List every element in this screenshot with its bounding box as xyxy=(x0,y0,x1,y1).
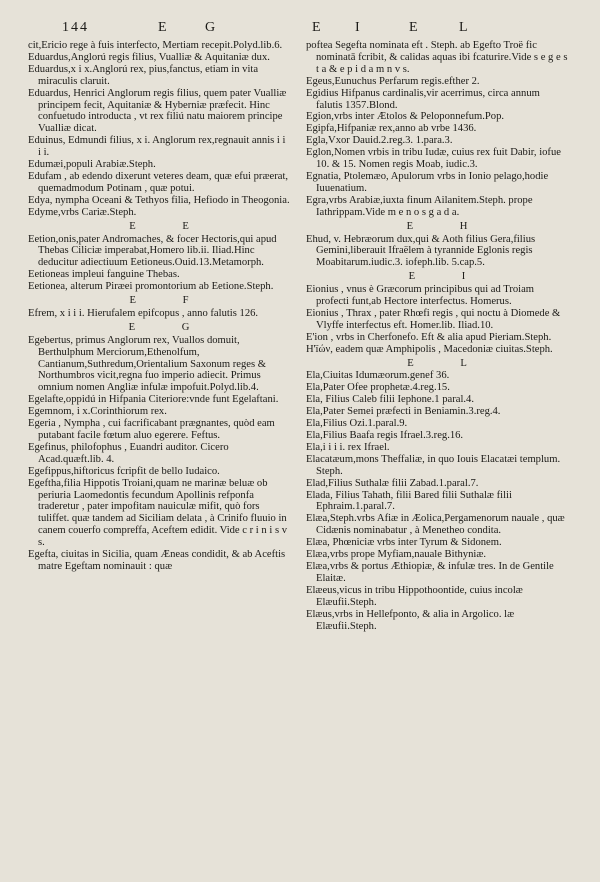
dictionary-entry: Eduinus, Edmundi filius, x i. Anglorum rex,regnauit annis i i i i. xyxy=(28,135,286,159)
dictionary-entry: Egipfa,Hifpaniæ rex,anno ab vrbe 1436. xyxy=(306,123,477,135)
dictionary-entry: E'ion , vrbs in Cherfonefo. Eft & alia apud Pieriam.Steph. xyxy=(306,331,552,343)
dictionary-entry: Elæeus,vicus in tribu Hippothoontide, cuius incolæ Elæufii.Steph. xyxy=(306,584,523,608)
dictionary-entry: Egefta, ciuitas in Sicilia, quam Æneas condidit, & ab Aceftis matre Egeftam nominauit : quæ xyxy=(28,549,286,572)
dictionary-entry: Egelafte,oppidú in Hifpania Citeriore:vnde funt Egelaftani. xyxy=(28,394,279,406)
dictionary-entry: poftea Segefta nominata eft . Steph. ab Egefto Troë fic nominatā fcribit, & calidas aquas ibi fcaturire.Vide s e g e s t a & e p i d a m n v s. xyxy=(306,40,568,75)
section-heading: E L xyxy=(407,357,489,369)
dictionary-entry: Edufam , ab edendo dixerunt veteres deam, quæ efui præerat, quemadmodum Potinam , quæ potui. xyxy=(28,170,289,194)
dictionary-entry: Eduardus,x i x.Anglorú rex, pius,fanctus, etiam in vita miraculis claruit. xyxy=(28,63,259,87)
dictionary-entry: Egeria , Nympha , cui facrificabant prægnantes, quòd eam putabant facile fœtum aluo egerere. Feftus. xyxy=(28,418,275,441)
dictionary-entry: Egeus,Eunuchus Perfarum regis.efther 2. xyxy=(306,75,480,87)
dictionary-entry: Ela,Filius Baafa regis Ifrael.3.reg.16. xyxy=(306,430,464,441)
dictionary-entry: Ela,i i i i. rex Ifrael. xyxy=(306,441,390,453)
dictionary-entry: Ela,Pater Ofee prophetæ.4.reg.15. xyxy=(306,382,450,394)
dictionary-entry: Eduardus, Henrici Anglorum regis filius, quem pater Vualliæ principem fecit, Aquitaniæ & Hyberniæ præfecit. Hinc confuetudo introducta , vt rex filiú natu maiorem principe Vualliæ dicat. xyxy=(28,87,287,135)
section-heading: E E xyxy=(129,220,211,232)
running-head-letter: E xyxy=(158,20,169,35)
dictionary-entry: Egebertus, primus Anglorum rex, Vuallos domuit, Berthulphum Merciorum,Ethenolfum, Cantianum,Suthredum,Orientalium Saxonum reges & Northumbros vicit,regna fuo imperio adiecit. Primus omnium nomen Angliæ infulæ impofuit.Polyd.lib.4. xyxy=(28,334,267,394)
dictionary-entry: Edyme,vrbs Cariæ.Steph. xyxy=(28,206,137,218)
running-head-letter: E xyxy=(312,20,323,35)
dictionary-entry: Egemnom, i x.Corinthiorum rex. xyxy=(28,406,167,418)
dictionary-entry: Eetioneas impleui fanguine Thebas. xyxy=(28,269,180,281)
dictionary-entry: Eetionea, alterum Piræei promontorium ab Eetione.Steph. xyxy=(28,281,274,293)
dictionary-entry: Edya, nympha Oceani & Tethyos filia, Hefiodo in Theogonia. xyxy=(28,194,290,206)
dictionary-entry: H'ïών, eadem quæ Amphipolis , Macedoniæ ciuitas.Steph. xyxy=(306,343,553,355)
dictionary-entry: Elada, Filius Tahath, filii Bared filii Suthalæ filii Ephraim.1.paral.7. xyxy=(306,489,512,513)
running-head-letter: L xyxy=(459,20,470,35)
dictionary-entry: Edumæi,populi Arabiæ.Steph. xyxy=(28,159,156,171)
dictionary-entry: Ela,Filius Ozi.1.paral.9. xyxy=(306,418,408,430)
running-head-letter: G xyxy=(205,20,218,35)
dictionary-entry: Egion,vrbs inter Ætolos & Peloponnefum.Pop. xyxy=(306,111,505,123)
left-column xyxy=(28,40,290,573)
dictionary-entry: Eetion,onis,pater Andromaches, & focer Hectoris,qui apud Thebas Ciliciæ imperabat,Homero lib.ii. Iliad.Hinc deducitur adiectiuum Eetioneus.Ouid.13.Metamorph. xyxy=(28,233,277,269)
dictionary-entry: Eionius , Thrax , pater Rhœfi regis , qui noctu à Diomede & Vlyffe interfectus eft. Homer.lib. Iliad.10. xyxy=(306,307,561,331)
page-number: 144 xyxy=(62,20,89,35)
dictionary-entry: Elad,Filius Suthalæ filii Zabad.1.paral.7. xyxy=(306,477,479,489)
dictionary-entry: Egnatia, Ptolemæo, Apulorum vrbs in Ionio pelago,hodie Iuuenatium. xyxy=(306,170,549,194)
dictionary-entry: Egefippus,hiftoricus fcripfit de bello Iudaico. xyxy=(28,465,220,477)
running-header xyxy=(62,20,562,38)
section-heading: E G xyxy=(128,321,212,333)
running-head-letter: E xyxy=(409,20,420,35)
dictionary-entry: Ela, Filius Caleb filii Iephone.1 paral.4. xyxy=(306,394,474,406)
dictionary-entry: cit,Ericio rege à fuis interfecto, Mertiam recepit.Polyd.lib.6. xyxy=(28,40,283,51)
dictionary-entry: Egefinus, philofophus , Euandri auditor. Cicero Acad.quæft.lib. 4. xyxy=(28,441,229,465)
dictionary-entry: Egla,Vxor Dauid.2.reg.3. 1.para.3. xyxy=(306,135,453,147)
dictionary-entry: Eglon,Nomen vrbis in tribu Iudæ, cuius rex fuit Dabir, iofue 10. & 15. Nomen regis Moab, iudic.3. xyxy=(306,147,561,171)
dictionary-entry: Egeftha,filia Hippotis Troiani,quam ne marinæ beluæ ob periuria Laomedontis fecundum Apollinis refponfa traderetur , pater impofitam nauiculæ mifit, quò fors tuliffet. quæ tandem ad Siciliam delata , à Crinifo fluuio in canem couerfo compreffa, Aceftem edidit. Vide c r i n i s v s. xyxy=(28,477,288,549)
dictionary-entry: Elæa,vrbs prope Myfiam,nauale Bithyniæ. xyxy=(306,549,487,561)
section-heading: E H xyxy=(406,220,490,232)
dictionary-entry: Egra,vrbs Arabiæ,iuxta finum Ailanitem.Steph. prope Iathrippam.Vide m e n o s g a d a. xyxy=(306,194,533,218)
dictionary-entry: Efrem, x i i i. Hierufalem epifcopus , anno falutis 126. xyxy=(28,307,259,319)
dictionary-entry: Ehud, v. Hebræorum dux,qui & Aoth filius Gera,filius Gemini,liberauit Ifraëlem à tyrannide Eglonis regis Moabitarum.iudic.3. iofeph.lib. 5.cap.5. xyxy=(306,233,536,269)
section-heading: E F xyxy=(129,295,211,307)
dictionary-entry: Ela,Pater Semei præfecti in Beniamin.3.reg.4. xyxy=(306,406,501,418)
dictionary-entry: Elæa, Phœniciæ vrbs inter Tyrum & Sidonem. xyxy=(306,537,502,549)
section-heading: E I xyxy=(408,271,488,283)
dictionary-entry: Elæus,vrbs in Hellefponto, & alia in Argolico. læ Elæufii.Steph. xyxy=(306,608,515,632)
dictionary-entry: Elæa,Steph.vrbs Afiæ in Æolica,Pergamenorum nauale , quæ Cidænis nominabatur , à Menetheo condita. xyxy=(306,513,565,537)
dictionary-entry: Elæa,vrbs & portus Æthiopiæ, & infulæ tres. In de Gentile Elaitæ. xyxy=(306,560,554,584)
dictionary-entry: Egidius Hifpanus cardinalis,vir acerrimus, circa annum falutis 1357.Blond. xyxy=(306,87,540,111)
running-head-letter: I xyxy=(355,20,362,35)
dictionary-entry: Eduardus,Anglorú regis filius, Vualliæ & Aquitaniæ dux. xyxy=(28,51,270,63)
right-column xyxy=(306,40,568,632)
dictionary-entry: Elacatæum,mons Theffaliæ, in quo Iouis Elacatæi templum. Steph. xyxy=(306,453,561,477)
dictionary-entry: Eionius , vnus è Græcorum principibus qui ad Troiam profecti funt,ab Hectore interfectus. Homerus. xyxy=(306,284,535,308)
dictionary-entry: Ela,Ciuitas Idumæorum.genef 36. xyxy=(306,370,450,382)
